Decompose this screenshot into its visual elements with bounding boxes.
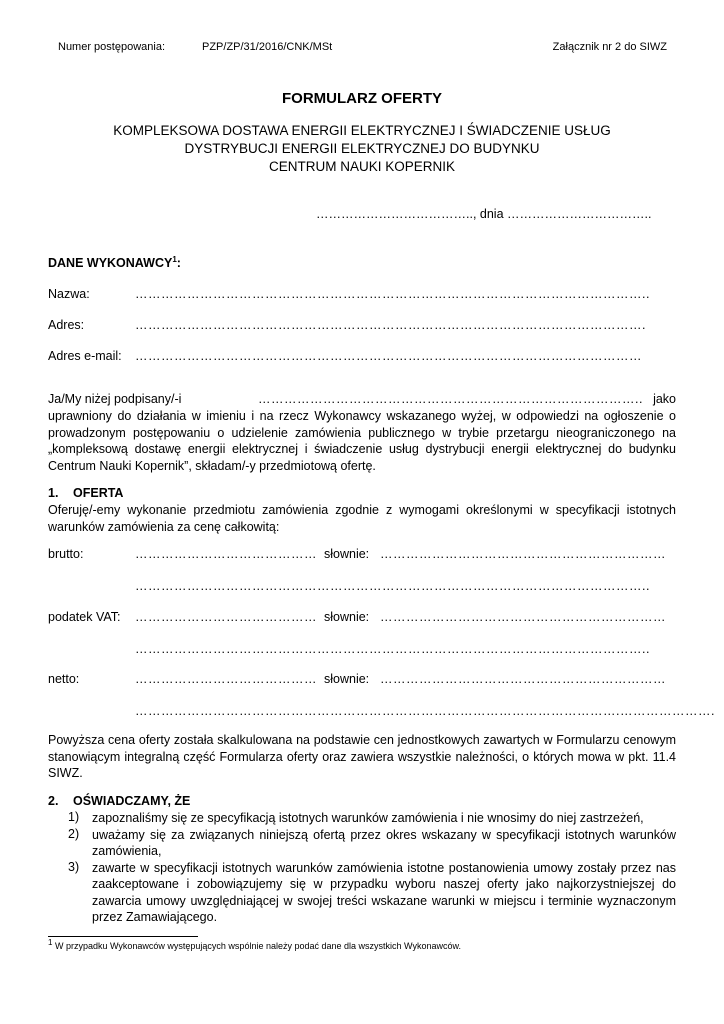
net-amount-field[interactable]: …………………………………… bbox=[135, 672, 317, 686]
declaration-heading: OŚWIADCZAMY, ŻE bbox=[73, 794, 191, 808]
intro-signatory-label: Ja/My niżej podpisany/-i bbox=[48, 392, 182, 406]
subtitle bbox=[0, 122, 724, 176]
price-note: Powyższa cena oferty została skalkulowana na podstawie cen jednostkowych zawartych w Formularzu cenowym stanowiącym integralną część Formularza oferty oraz zawiera wszystkie należności, o których mowa w pkt. 11.4 SIWZ. bbox=[48, 733, 676, 780]
list-item bbox=[68, 860, 676, 926]
contractor-heading-text: DANE WYKONAWCY bbox=[48, 256, 173, 270]
offer-heading: OFERTA bbox=[73, 486, 124, 500]
offer-text: Oferuję/-emy wykonanie przedmiotu zamówienia zgodnie z wymogami określonymi w specyfikacji istotnych warunków zamówienia za cenę całkowitą: bbox=[48, 503, 676, 534]
vat-words-label: słownie: bbox=[324, 610, 370, 624]
intro-paragraph: uprawniony do działania w imieniu i na rzecz Wykonawcy wskazanego wyżej, w odpowiedzi na ogłoszenie o prowadzonym postępowaniu o udzielenie zamówienia publicznego w trybie przetargu nieograniczonego na „kompleksową dostawę energii elektrycznej i świadczenie usług dystrybucji energii elektrycznej do budynku Centrum Nauki Kopernik”, składam/-y przedmiotową ofertę. bbox=[48, 409, 676, 473]
offer-heading-number: 1. bbox=[48, 486, 59, 500]
contractor-heading-colon: : bbox=[176, 256, 181, 270]
footnote-ref: 1 bbox=[172, 254, 177, 264]
address-label: Adres: bbox=[48, 318, 85, 332]
net-words-field-cont[interactable]: ………………………………………………………………………………………………….…………………. bbox=[135, 704, 715, 718]
gross-label: brutto: bbox=[48, 547, 84, 561]
footnote-number: 1 bbox=[48, 938, 53, 947]
subtitle-line-2: DYSTRYBUCJI ENERGII ELEKTRYCZNEJ DO BUDYNKU bbox=[184, 141, 540, 156]
net-words-field[interactable]: ………………………………………………………… bbox=[380, 672, 666, 686]
subtitle-line-1: KOMPLEKSOWA DOSTAWA ENERGII ELEKTRYCZNEJ I ŚWIADCZENIE USŁUG bbox=[113, 123, 611, 138]
email-label: Adres e-mail: bbox=[48, 349, 122, 363]
case-number-value: PZP/ZP/31/2016/CNK/MSt bbox=[202, 41, 333, 53]
vat-amount-field[interactable]: …………………………………… bbox=[135, 610, 317, 624]
list-item-number: 3) bbox=[68, 859, 80, 874]
subtitle-line-3: CENTRUM NAUKI KOPERNIK bbox=[268, 159, 456, 174]
declaration-heading-number: 2. bbox=[48, 794, 59, 808]
vat-words-field[interactable]: ………………………………………………………… bbox=[380, 610, 666, 624]
attachment-label: Załącznik nr 2 do SIWZ bbox=[552, 41, 667, 53]
gross-words-field[interactable]: ………………………………………………………… bbox=[380, 547, 666, 561]
gross-words-field-cont[interactable]: ……………………………………………………………………………………………………….. bbox=[135, 579, 650, 593]
email-field[interactable]: ……………………………………………………………………………………………………… bbox=[135, 349, 642, 363]
list-item-text: zapoznaliśmy się ze specyfikacją istotnych warunków zamówienia i nie wnosimy do niej zastrzeżeń, bbox=[92, 811, 644, 825]
net-label: netto: bbox=[48, 672, 80, 686]
list-item-number: 1) bbox=[68, 810, 80, 824]
vat-label: podatek VAT: bbox=[48, 610, 121, 624]
case-number-label: Numer postępowania: bbox=[58, 41, 166, 53]
net-words-label: słownie: bbox=[324, 672, 370, 686]
address-field[interactable]: ………………………………………………………………………………………………………. bbox=[135, 318, 646, 332]
gross-amount-field[interactable]: …………………………………… bbox=[135, 547, 317, 561]
footnote-text: W przypadku Wykonawców występujących wspólnie należy podać dane dla wszystkich Wykonawców. bbox=[52, 941, 461, 951]
vat-words-field-cont[interactable]: ……………………………………………………………………………………………………….. bbox=[135, 642, 650, 656]
list-item-number: 2) bbox=[68, 826, 80, 841]
signatory-field[interactable]: …………………………………………………………………………….. bbox=[258, 392, 643, 406]
declaration-list bbox=[68, 810, 676, 926]
gross-words-label: słownie: bbox=[324, 547, 370, 561]
page-title: FORMULARZ OFERTY bbox=[282, 90, 442, 107]
list-item-text: uważamy się za związanych niniejszą ofertą przez okres wskazany w specyfikacji istotnych warunków zamówienia, bbox=[92, 827, 676, 858]
footnote-separator bbox=[48, 936, 198, 937]
name-field[interactable]: ……………………………………………………………………………………………………….. bbox=[135, 287, 650, 301]
place-date-field[interactable]: ……………………………….., dnia …………………………….. bbox=[316, 207, 652, 221]
contractor-heading bbox=[48, 256, 181, 270]
name-label: Nazwa: bbox=[48, 287, 90, 301]
list-item bbox=[68, 810, 676, 827]
intro-jako: jako bbox=[653, 392, 676, 406]
list-item bbox=[68, 827, 676, 860]
footnote bbox=[48, 938, 461, 951]
list-item-text: zawarte w specyfikacji istotnych warunków zamówienia istotne postanowienia umowy zostały przez nas zaakceptowane i zobowiązujemy się w przypadku wyboru naszej oferty jako najkorzystniejszej do zawarcia umowy uwzględniającej w swojej treści wskazane warunki w miejscu i terminie wyznaczonym przez Zamawiającego. bbox=[92, 860, 676, 924]
